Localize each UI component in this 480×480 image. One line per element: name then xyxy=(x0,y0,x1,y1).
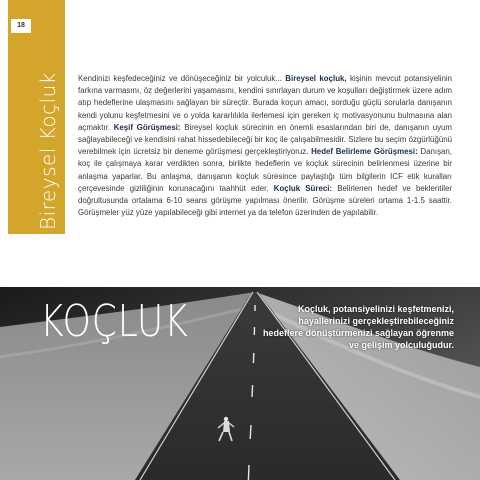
term-kocluk-sureci: Koçluk Süreci: xyxy=(273,183,333,193)
vertical-section-title: Bireysel Koçluk xyxy=(36,72,60,230)
page-number: 18 xyxy=(11,19,31,33)
body-text-run: kişinin mevcut potansiyelinin farkına varmasını, öz değerlerini yaşamasını, kendini sınırlayan durum ve koşulları değiştirmek üzere adım atıp hedeflerine ulaşmasını sağlayan bir süreçtir. Burada koçun amacı, sorduğu güçlü sorularla danışanın kendi yolunu keşfetmesini ve o yolda kararlılıkla ilerlemesi için gereken iç motivasyonunu bulmasına alan açmaktır. xyxy=(78,74,453,132)
body-text-run: Bireysel koçluk sürecinin en önemli esaslarından biri de, danışanın uyum sağlayabileceği ve kendisini rahat hissedebileceği bir koç ile çalışabilmesidir. Sizlere bu seçim özgürlüğünü verebilmek için ücretsiz bir deneme görüşmesi gerçekleştiriyoruz. xyxy=(78,122,452,157)
term-hedef-belirleme: Hedef Belirleme Görüşmesi: xyxy=(311,147,418,157)
body-text-run: Belirlenen hedef ve beklentiler doğrultusunda ortalama 6-10 seans görüşme yapılması önerilir. Görüşme süreleri ortama 1-1.5 saattir. Görüşmeler yüz yüze yapılabileceği gibi internet ya da telefon üzerinden de yapılabilir. xyxy=(78,183,452,218)
term-kesif-gorusmesi: Keşif Görüşmesi: xyxy=(113,122,181,132)
body-text-run: Danışan, koç ile çalışmaya karar verdikten sonra, birlikte hedeflerin ve koçluk sürecinin belirlenmesi üzerine bir anlaşma yaparlar. Bu anlaşma, danışanın koçluk süresince paylaştığı tüm bilgilerin ICF etik kuralları çerçevesinde gizliliğinin korunacağını taahhüt eder. xyxy=(78,147,452,193)
hero-tagline: Koçluk, potansiyelinizi keşfetmenizi, hayallerinizi gerçekleştirebileceğiniz hedeflere dönüştürmenizi sağlayan öğrenme ve gelişim yolculuğudur. xyxy=(262,304,454,350)
body-text-run: Kendinizi keşfedeceğiniz ve dönüşeceğiniz bir yolculuk... xyxy=(78,74,286,83)
term-bireysel-kocluk: Bireysel koçluk, xyxy=(285,74,347,83)
body-paragraph xyxy=(78,73,452,219)
hero-word-kocluk: KOÇLUK xyxy=(40,296,189,347)
